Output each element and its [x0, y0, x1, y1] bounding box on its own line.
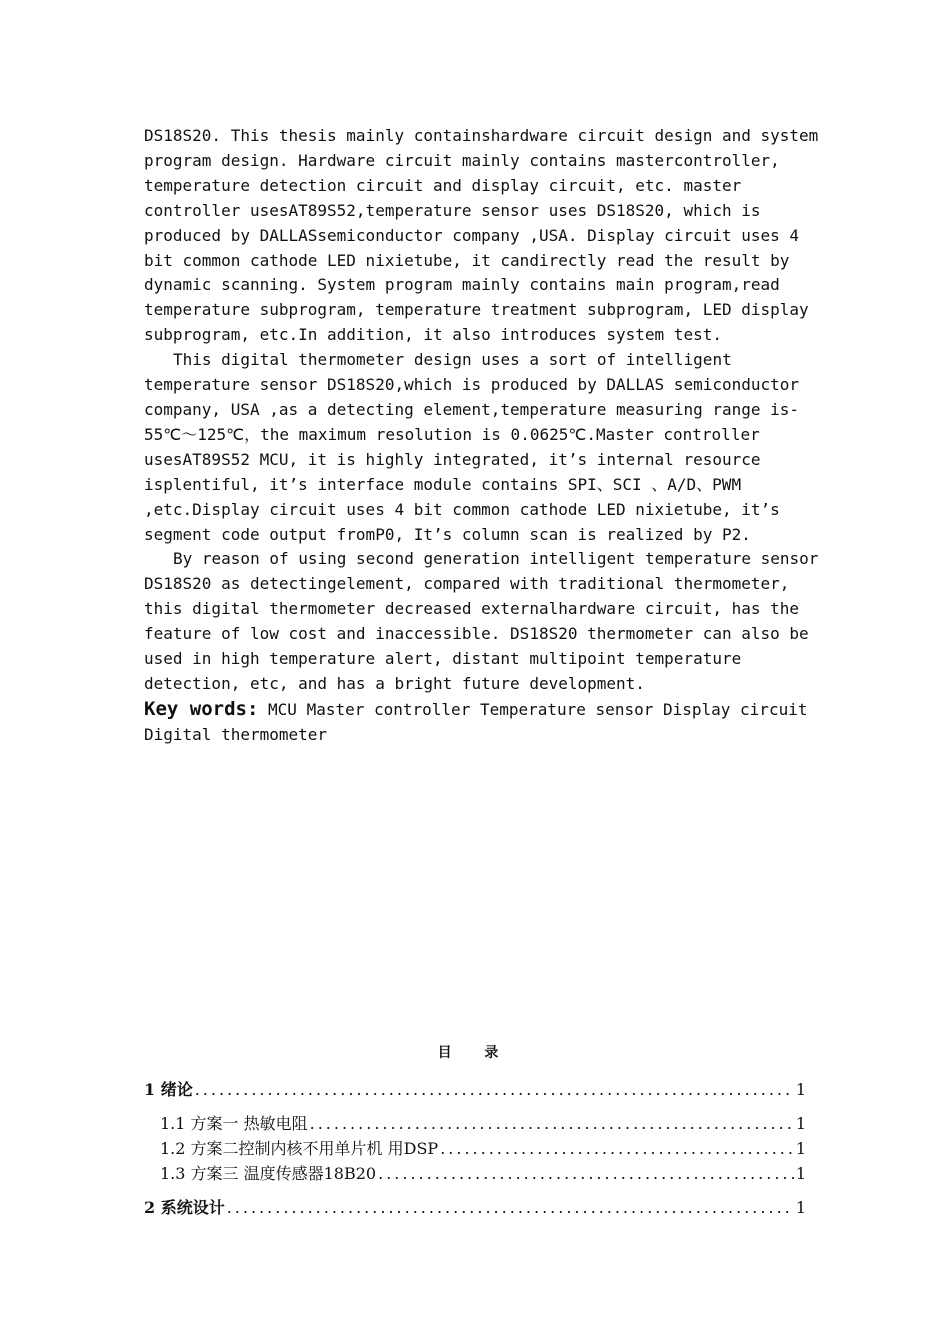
toc-entry[interactable]	[160, 1111, 806, 1134]
toc-entry[interactable]	[160, 1161, 806, 1184]
abstract-paragraph-3: By reason of using second generation intelligent temperature sensor DS18S20 as detectingelement, compared with traditional thermometer, this digital thermometer decreased externalhardware circuit, has the feature of low cost and inaccessible. DS18S20 thermometer can also be used in high temperature alert, distant multipoint temperature detection, etc, and has a bright future development.	[144, 549, 829, 693]
keywords-label: Key words:	[144, 697, 259, 720]
toc-entry-label: 1.3 方案三 温度传感器18B20	[160, 1164, 377, 1183]
toc-leader-dots	[440, 1139, 794, 1158]
toc-entry-page: 1	[795, 1164, 806, 1183]
toc-entry[interactable]	[144, 1195, 806, 1218]
toc-entry-page: 1	[795, 1114, 806, 1133]
toc-entry-label: 1.2 方案二控制内核不用单片机 用DSP	[160, 1139, 439, 1158]
toc-entry-label: 1 绪论	[144, 1080, 193, 1099]
keywords-line	[144, 697, 824, 748]
abstract-paragraph-1: DS18S20. This thesis mainly containshardware circuit design and system program design. Hardware circuit mainly contains mastercontroller, temperature detection circuit and display circuit, etc. master controller usesAT89S52,temperature sensor uses DS18S20, which is produced by DALLASsemiconductor company ,USA. Display circuit uses 4 bit common cathode LED nixietube, it candirectly read the result by dynamic scanning. System program mainly contains main program,read temperature subprogram, temperature treatment subprogram, LED display subprogram, etc.In addition, it also introduces system test.	[144, 126, 828, 345]
toc-entry-page: 1	[795, 1198, 806, 1217]
toc-leader-dots	[310, 1114, 794, 1133]
toc-entry-page: 1	[795, 1139, 806, 1158]
toc-entry-label: 1.1 方案一 热敏电阻	[160, 1114, 308, 1133]
toc-entry[interactable]	[144, 1077, 806, 1100]
toc-leader-dots	[227, 1198, 794, 1217]
toc-entry-page: 1	[795, 1080, 806, 1099]
toc-leader-dots	[195, 1080, 794, 1099]
abstract-paragraph-2: This digital thermometer design uses a sort of intelligent temperature sensor DS18S20,which is produced by DALLAS semiconductor company, USA ,as a detecting element,temperature measuring range is-55℃～125℃，the maximum resolution is 0.0625℃.Master controller usesAT89S52 MCU, it is highly integrated, it’s internal resource isplentiful, it’s interface module contains SPI、SCI 、A/D、PWM ,etc.Display circuit uses 4 bit common cathode LED nixietube, it’s segment code output fromP0, It’s column scan is realized by P2.	[144, 350, 809, 544]
keywords-text: MCU Master controller Temperature sensor Display circuit Digital thermometer	[144, 699, 818, 744]
toc-entry-label: 2 系统设计	[144, 1198, 225, 1217]
abstract-section	[144, 124, 829, 748]
toc-title: 目 录	[437, 1045, 513, 1061]
toc-entry[interactable]	[160, 1136, 806, 1159]
toc-leader-dots	[378, 1164, 794, 1183]
